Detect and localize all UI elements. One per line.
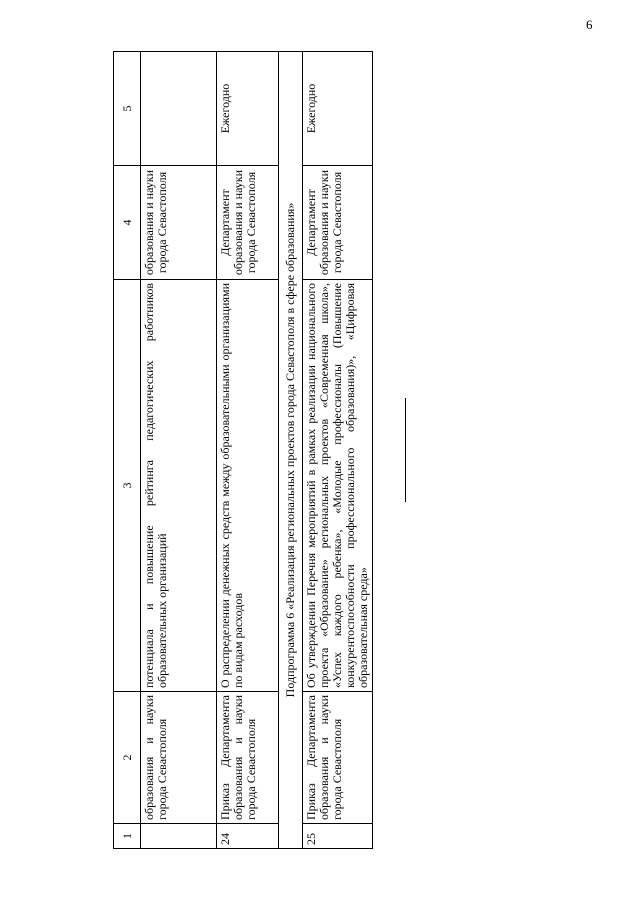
row-title: О распределении денежных средств между образовательными организациями по видам расходов: [217, 280, 279, 692]
row-period: [141, 52, 217, 166]
row-executor: образования и науки города Севастополя: [141, 166, 217, 280]
row-executor: Департамент образования и науки города Севастополя: [303, 166, 373, 280]
subprogram-row: [279, 52, 303, 849]
page-number: 6: [586, 17, 593, 32]
rotated-table-container: [113, 52, 369, 849]
separator-line: [405, 398, 406, 502]
row-period: Ежегодно: [303, 52, 373, 166]
row-title: Об утверждении Перечня мероприятий в рамках реализации национального проекта «Образование» региональных проектов «Современная школа», «Успех каждого ребенка», «Молодые профессионалы (Повышение конкурентоспособности профессионального образования)», «Цифровая образовательная среда»: [303, 280, 373, 692]
row-number: [141, 824, 217, 849]
row-title: потенциала и повышение рейтинга педагогических работников образовательных организаций: [141, 280, 217, 692]
row-number: 24: [217, 824, 279, 849]
row-number: 25: [303, 824, 373, 849]
measures-table: [113, 51, 373, 849]
table-header-row: [114, 52, 141, 849]
rotated-table: [113, 52, 369, 849]
header-cell: 3: [114, 280, 141, 692]
row-document: Приказ Департамента образования и науки города Севастополя: [217, 692, 279, 824]
row-executor: Департамент образования и науки города Севастополя: [217, 166, 279, 280]
subprogram-title: Подпрограмма 6 «Реализация региональных проектов города Севастополя в сфере образования»: [279, 52, 303, 849]
table-row: [217, 52, 279, 849]
table-row: [303, 52, 373, 849]
table-row: [141, 52, 217, 849]
row-document: Приказ Департамента образования и науки города Севастополя: [303, 692, 373, 824]
header-cell: 1: [114, 824, 141, 849]
header-cell: 2: [114, 692, 141, 824]
row-period: Ежегодно: [217, 52, 279, 166]
row-document: образования и науки города Севастополя: [141, 692, 217, 824]
header-cell: 4: [114, 166, 141, 280]
header-cell: 5: [114, 52, 141, 166]
